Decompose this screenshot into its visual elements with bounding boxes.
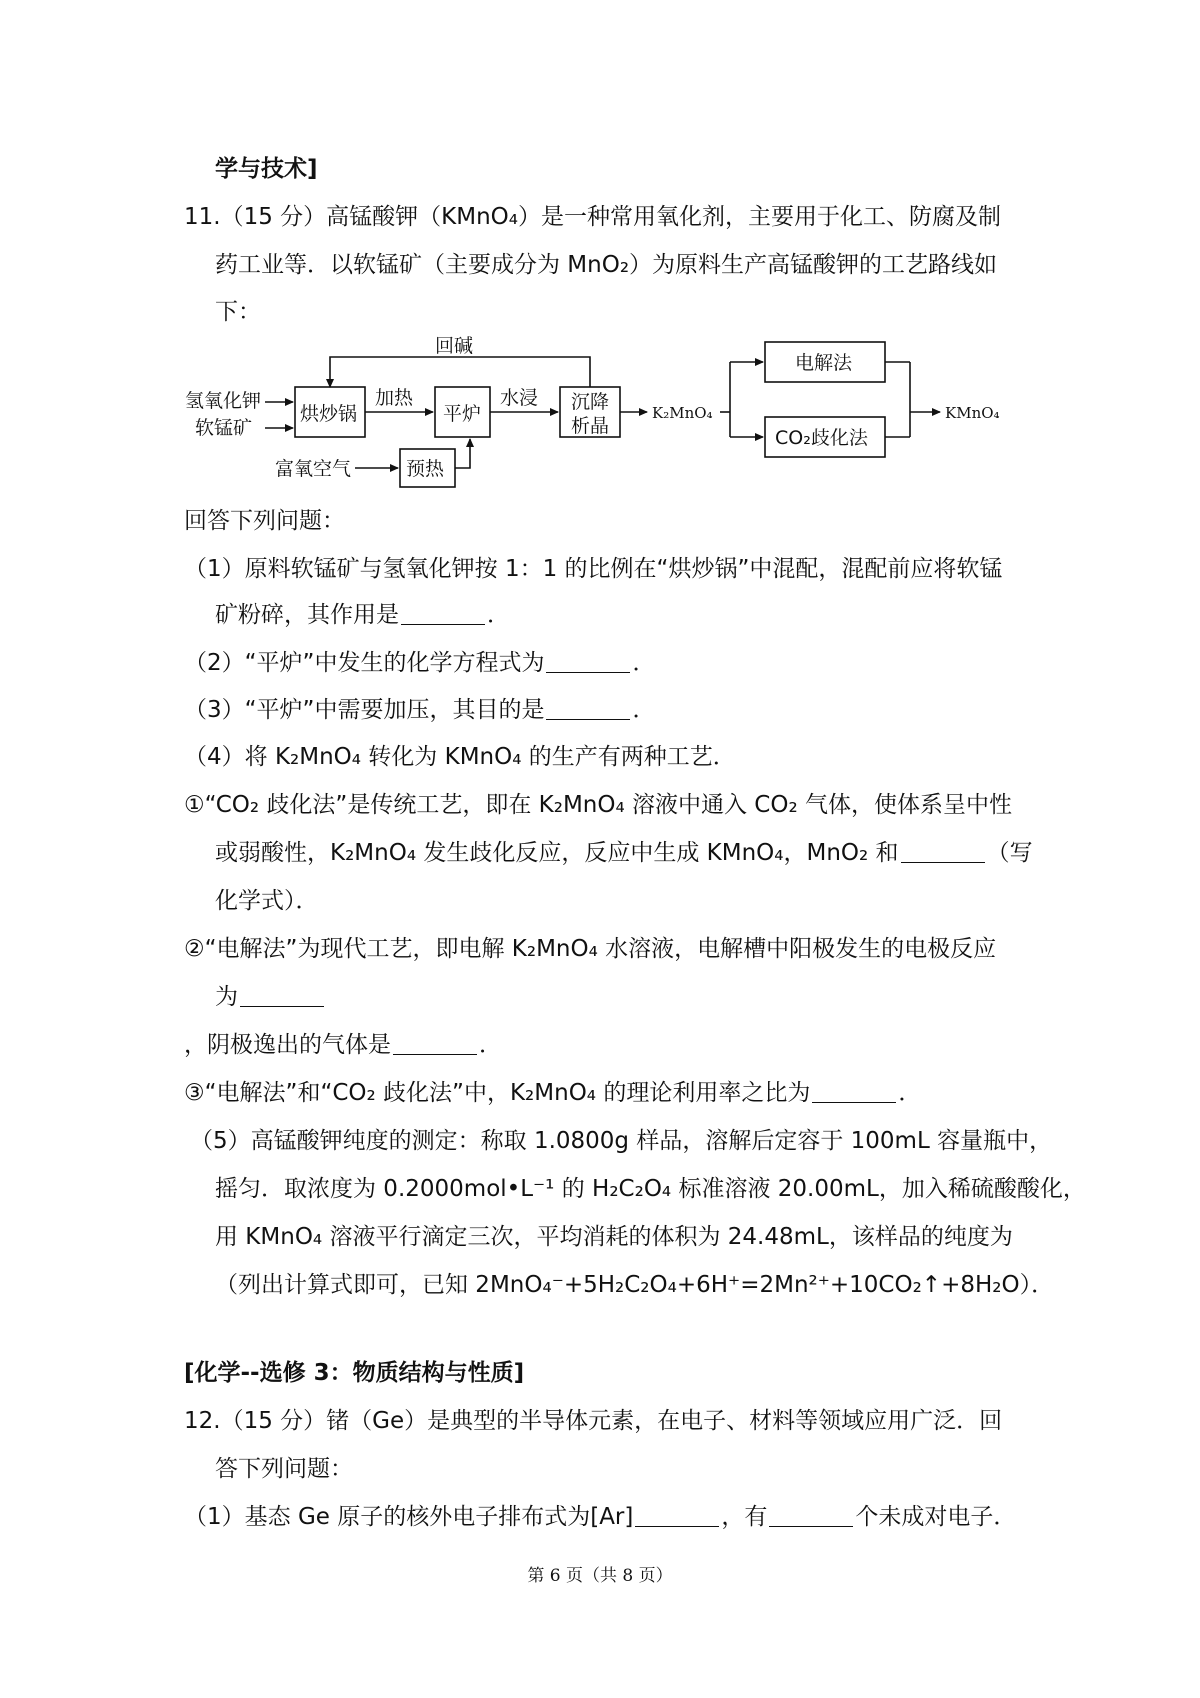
section-heading-structure: [化学--选修 3：物质结构与性质] [184,1360,525,1386]
label-k2mno4: K₂MnO₄ [652,404,713,422]
section-heading-tail: 学与技术] [215,156,318,182]
label-roaster: 烘炒锅 [300,403,358,425]
q11-part1-line2: 矿粉碎，其作用是 ． [215,602,510,628]
answer-blank [546,652,630,673]
q11-part4: （4）将 K₂MnO₄ 转化为 KMnO₄ 的生产有两种工艺． [184,744,736,770]
q11-intro: 回答下列问题： [184,508,345,534]
answer-blank [635,1506,719,1527]
q11-part4-iii: ③“电解法”和“CO₂ 歧化法”中，K₂MnO₄ 的理论利用率之比为 ． [184,1080,922,1106]
label-heat: 加热 [375,387,414,409]
q11-part4-i-line1: ①“CO₂ 歧化法”是传统工艺，即在 K₂MnO₄ 溶液中通入 CO₂ 气体，使体系呈中性 [184,792,1012,818]
q11-part5-line3: 用 KMnO₄ 溶液平行滴定三次，平均消耗的体积为 24.48mL，该样品的纯度为 [215,1224,1013,1250]
label-ore: 软锰矿 [195,417,253,439]
label-preheat: 预热 [406,458,445,480]
label-settle-1: 沉降 [571,391,610,413]
q12-stem-line2: 答下列问题： [215,1456,353,1482]
label-leach: 水浸 [500,387,539,409]
label-electrolysis: 电解法 [795,352,853,374]
q12-stem-line1: 12.（15 分）锗（Ge）是典型的半导体元素，在电子、材料等领域应用广泛．回 [184,1408,1003,1434]
q11-part5-line1: （5）高锰酸钾纯度的测定：称取 1.0800g 样品，溶解后定容于 100mL 容量瓶中， [190,1128,1053,1154]
q11-part4-i-line2: 或弱酸性，K₂MnO₄ 发生歧化反应，反应中生成 KMnO₄，MnO₂ 和 （写 [215,840,1033,866]
answer-blank [401,604,485,625]
q11-stem-line3: 下： [215,299,261,325]
label-koh: 氢氧化钾 [185,390,262,412]
label-recycle: 回碱 [435,335,474,357]
answer-blank [901,842,985,863]
answer-blank [812,1082,896,1103]
label-air: 富氧空气 [275,458,352,480]
q11-part4-ii-line3: ，阴极逸出的气体是 ． [184,1032,502,1058]
answer-blank [240,986,324,1007]
answer-blank [546,699,630,720]
q11-part4-i-line3: 化学式）． [215,888,319,914]
label-kmno4: KMnO₄ [945,404,1000,422]
q11-stem-line2: 药工业等．以软锰矿（主要成分为 MnO₂）为原料生产高锰酸钾的工艺路线如 [215,252,998,278]
q11-part5-line4: （列出计算式即可，已知 2MnO₄⁻+5H₂C₂O₄+6H⁺=2Mn²⁺+10CO₂↑+8H₂O）． [215,1272,1055,1298]
q11-stem-line1: 11.（15 分）高锰酸钾（KMnO₄）是一种常用氧化剂，主要用于化工、防腐及制 [184,204,1001,230]
q12-part1: （1）基态 Ge 原子的核外电子排布式为[Ar] ，有 个未成对电子． [184,1504,1017,1530]
q11-part4-ii-line2: 为 [215,982,326,1012]
answer-blank [769,1506,853,1527]
label-furnace: 平炉 [443,403,482,425]
label-co2-method: CO₂歧化法 [775,427,868,449]
process-flow-diagram [185,332,1025,497]
q11-part3: （3）“平炉”中需要加压，其目的是 ． [184,697,656,723]
label-settle-2: 析晶 [571,415,610,437]
q11-part1-line1: （1）原料软锰矿与氢氧化钾按 1：1 的比例在“烘炒锅”中混配，混配前应将软锰 [184,556,1003,582]
q11-part2: （2）“平炉”中发生的化学方程式为 ． [184,650,656,676]
q11-part4-ii-line1: ②“电解法”为现代工艺，即电解 K₂MnO₄ 水溶液，电解槽中阳极发生的电极反应 [184,936,997,962]
q11-part5-line2: 摇匀．取浓度为 0.2000mol•L⁻¹ 的 H₂C₂O₄ 标准溶液 20.00mL，加入稀硫酸酸化， [215,1176,1086,1202]
answer-blank [393,1034,477,1055]
page-footer: 第 6 页（共 8 页） [527,1566,673,1586]
